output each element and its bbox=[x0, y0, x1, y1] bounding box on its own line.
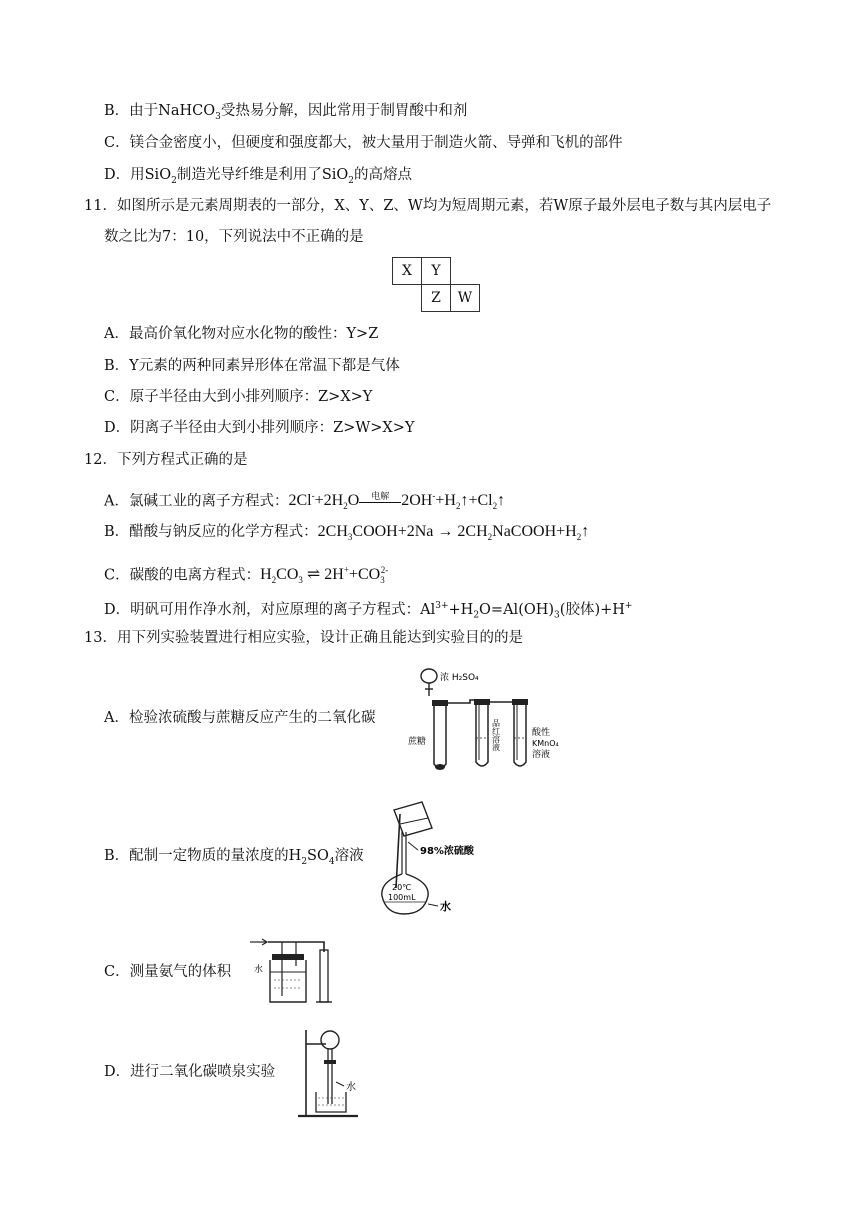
q13-option-a: A．检验浓硫酸与蔗糖反应产生的二氧化碳 bbox=[104, 710, 376, 726]
apparatus-d-figure bbox=[296, 1026, 366, 1122]
svg-text:水: 水 bbox=[346, 1082, 356, 1093]
cell-w: W bbox=[451, 285, 480, 312]
svg-text:品红溶液: 品红溶液 bbox=[491, 719, 501, 751]
svg-text:KMnO₄: KMnO₄ bbox=[532, 739, 559, 748]
cell-z: Z bbox=[422, 285, 451, 312]
q12-option-a: A．氯碱工业的离子方程式：$2Cl^-+2H_2O$ 电解 $2OH^-+H_2↑+Cl_2↑$ bbox=[104, 491, 506, 512]
q11-stem-line1: 11．如图所示是元素周期表的一部分，X、Y、Z、W均为短周期元素，若W原子最外层电子数与其内层电子 bbox=[84, 198, 772, 214]
svg-text:蔗糖: 蔗糖 bbox=[408, 737, 427, 747]
svg-text:水: 水 bbox=[254, 965, 264, 975]
periodic-table-fragment bbox=[392, 257, 480, 312]
svg-text:浓 H₂SO₄: 浓 H₂SO₄ bbox=[440, 673, 479, 683]
q10-option-b: B．由于NaHCO$_3$受热易分解，因此常用于制胃酸中和剂 bbox=[104, 103, 468, 122]
svg-text:20℃: 20℃ bbox=[392, 883, 412, 892]
apparatus-b-figure bbox=[372, 792, 482, 918]
cell-y: Y bbox=[422, 258, 451, 285]
svg-text:水: 水 bbox=[440, 900, 451, 913]
q13-stem: 13．用下列实验装置进行相应实验，设计正确且能达到实验目的的是 bbox=[84, 630, 523, 646]
q11-option-d: D．阴离子半径由大到小排列顺序：Z>W>X>Y bbox=[104, 420, 415, 436]
q12-option-d: D．明矾可用作净水剂，对应原理的离子方程式：$Al^{3+}+H_2O=Al(OH)_3$(胶体)+H+ bbox=[104, 601, 633, 621]
q13-option-d: D．进行二氧化碳喷泉实验 bbox=[104, 1064, 276, 1080]
cell-x: X bbox=[393, 258, 422, 285]
q13-option-b: B．配制一定物质的量浓度的$H_2SO_4$溶液 bbox=[104, 848, 364, 867]
svg-text:98%浓硫酸: 98%浓硫酸 bbox=[420, 846, 474, 857]
q12-stem: 12．下列方程式正确的是 bbox=[84, 452, 248, 468]
apparatus-a-figure bbox=[410, 664, 580, 776]
q11-option-c: C．原子半径由大到小排列顺序：Z>X>Y bbox=[104, 389, 373, 405]
q12-option-c: C．碳酸的电离方程式：$H_2CO_3$ ⇌ $2H^++CO_3^{2-}$ bbox=[104, 565, 389, 586]
q11-option-a: A．最高价氧化物对应水化物的酸性：Y>Z bbox=[104, 326, 379, 342]
q11-option-b: B．Y元素的两种同素异形体在常温下都是气体 bbox=[104, 358, 400, 374]
svg-text:酸性: 酸性 bbox=[532, 728, 551, 738]
q11-stem-line2: 数之比为7：10，下列说法中不正确的是 bbox=[104, 229, 364, 245]
q10-option-c: C．镁合金密度小，但硬度和强度都大，被大量用于制造火箭、导弹和飞机的部件 bbox=[104, 135, 623, 151]
q10-option-d: D．用SiO$_2$制造光导纤维是利用了SiO$_2$的高熔点 bbox=[104, 167, 413, 186]
apparatus-c-figure bbox=[246, 936, 342, 1008]
svg-text:溶液: 溶液 bbox=[532, 750, 551, 760]
q12-option-b: B．醋酸与钠反应的化学方程式：$2CH_3COOH+2Na$ → $2CH_2NaCOOH+H_2↑$ bbox=[104, 523, 590, 543]
svg-text:100mL: 100mL bbox=[388, 893, 416, 902]
q13-option-c: C．测量氨气的体积 bbox=[104, 964, 232, 980]
